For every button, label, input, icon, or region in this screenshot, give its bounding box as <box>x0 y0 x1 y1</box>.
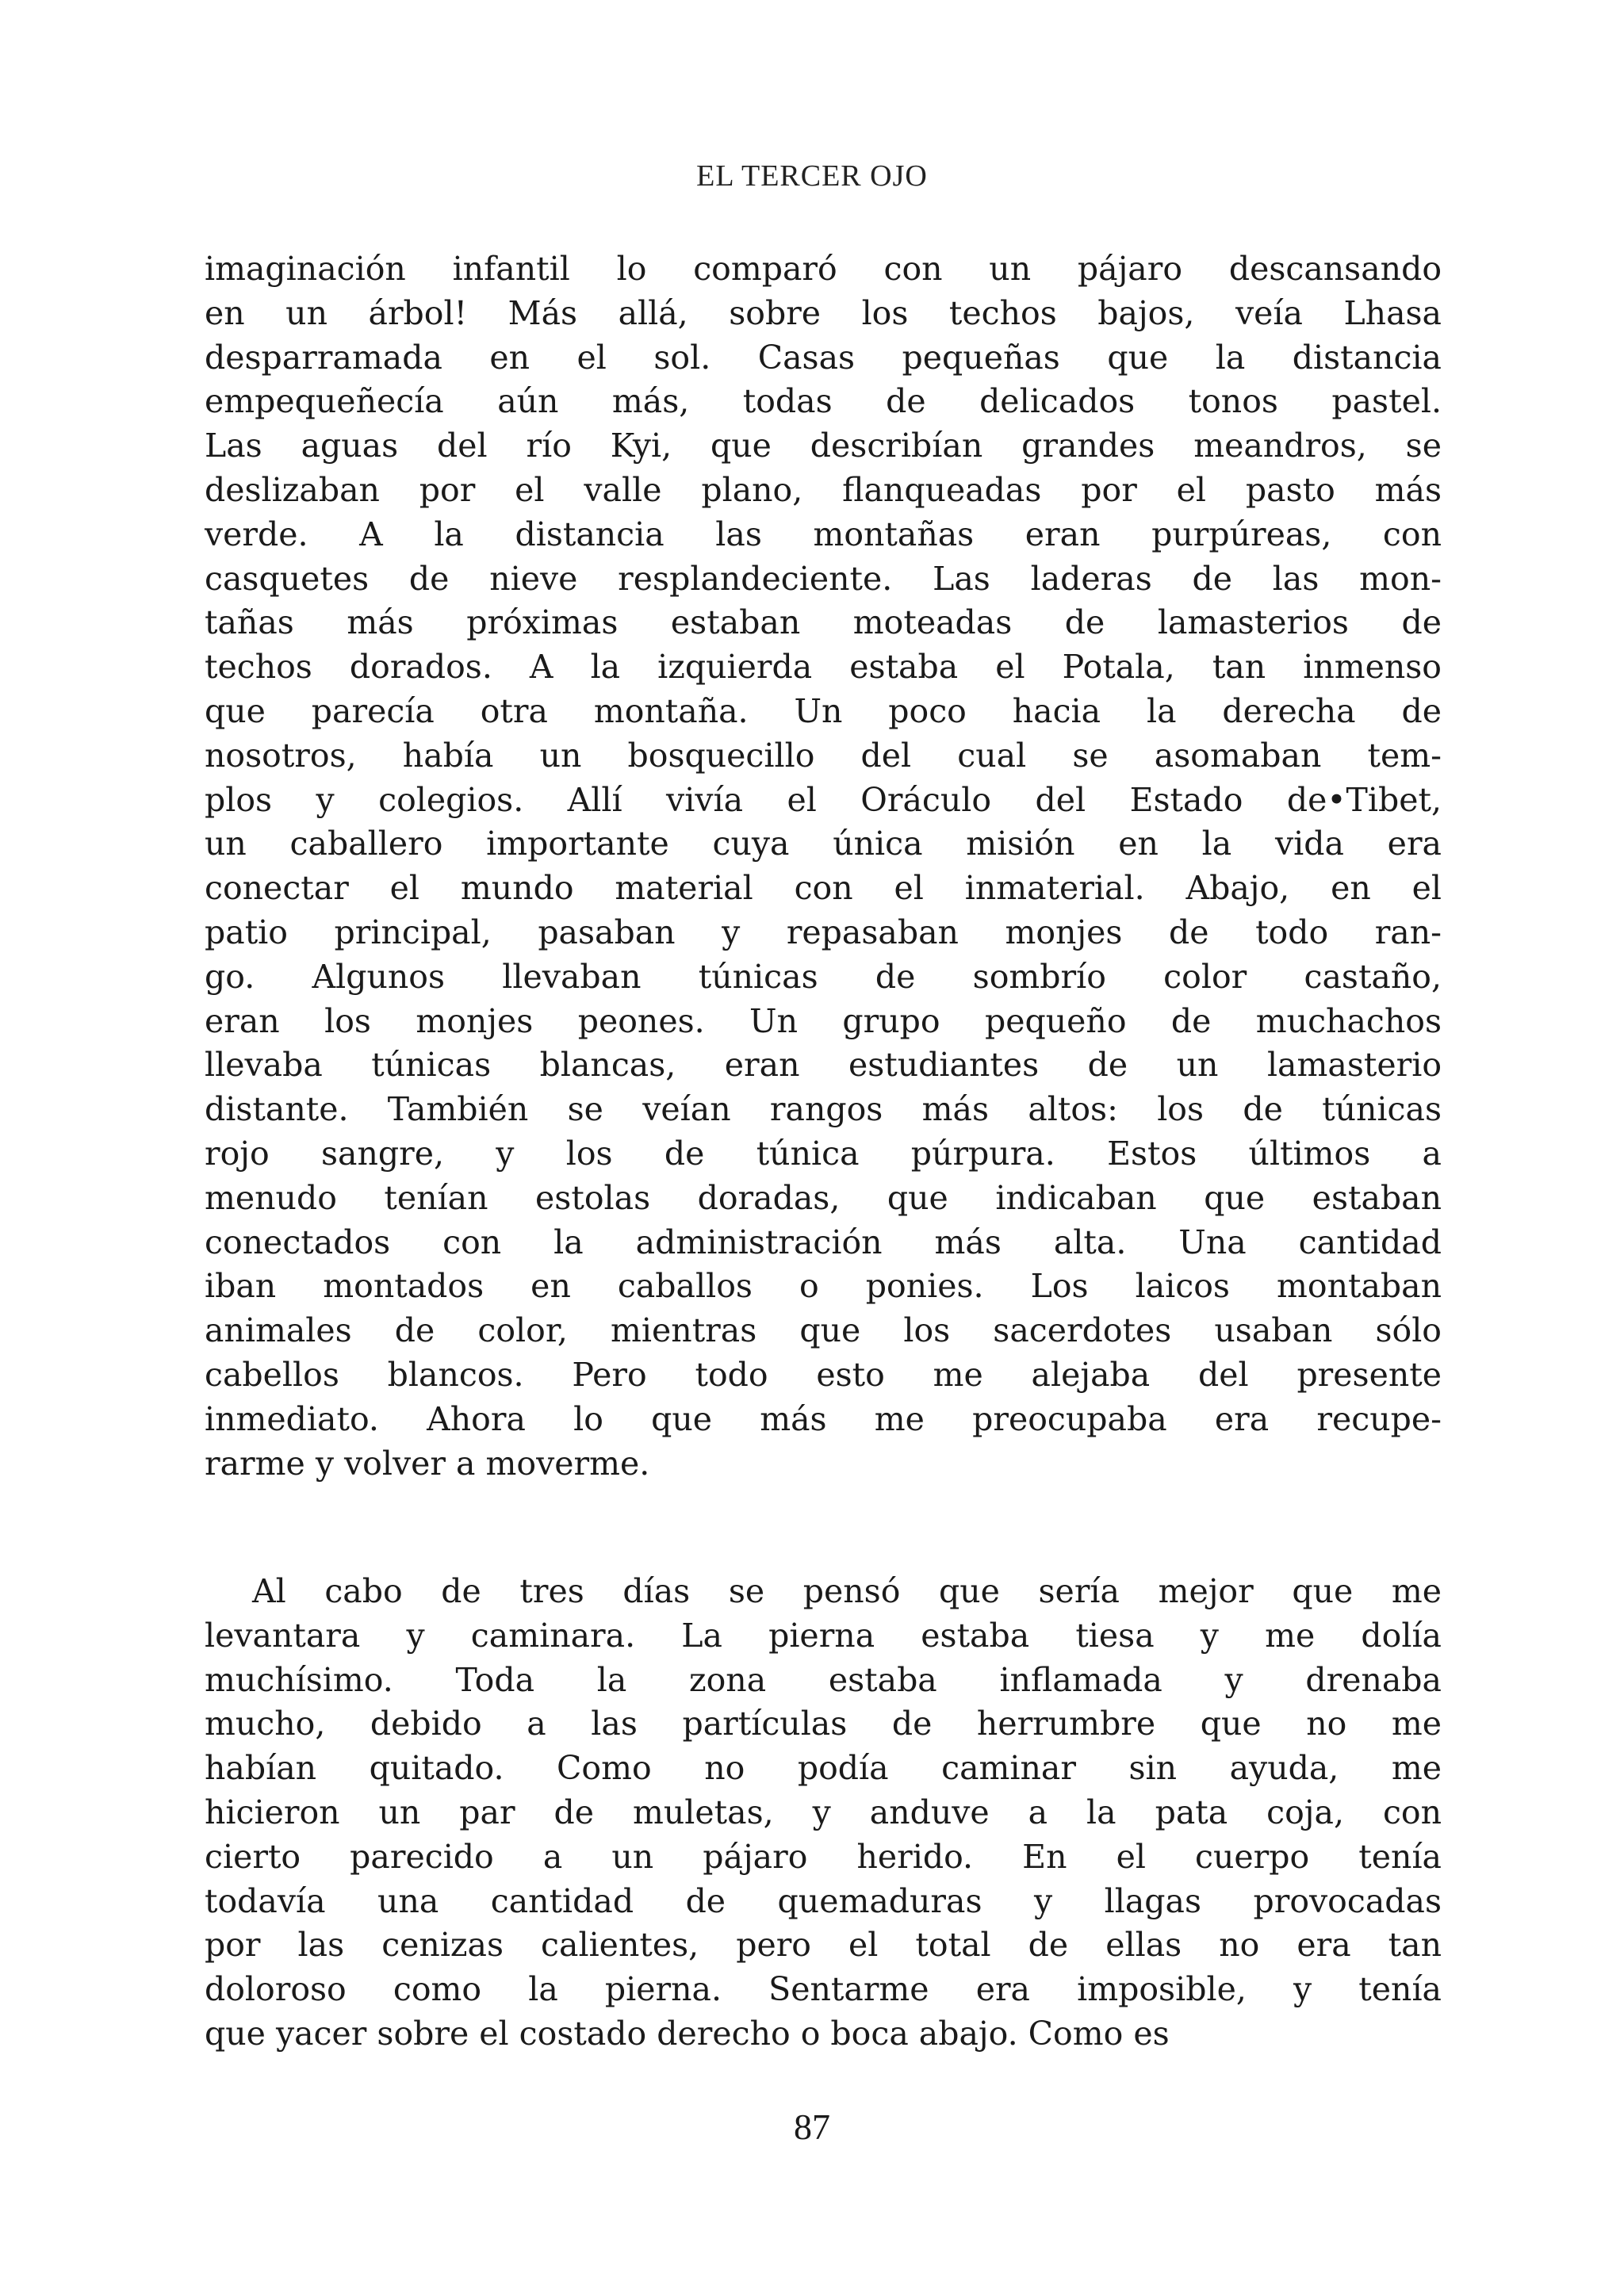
text-line: conectados con la administración más alta. Una cantidad <box>205 1223 1442 1261</box>
text-line: un caballero importante cuya única misión en la vida era <box>205 825 1442 863</box>
text-line: que yacer sobre el costado derecho o boca abajo. Como es <box>205 2014 1170 2053</box>
text-line: eran los monjes peones. Un grupo pequeño de muchachos <box>205 1001 1442 1040</box>
text-line: techos dorados. A la izquierda estaba el Potala, tan inmenso <box>205 648 1442 687</box>
text-line: cierto parecido a un pájaro herido. En el cuerpo tenía <box>205 1837 1442 1876</box>
text-line: desparramada en el sol. Casas pequeñas que la distancia <box>205 338 1442 377</box>
text-line: Al cabo de tres días se pensó que sería mejor que me <box>252 1572 1442 1610</box>
text-line: llevaba túnicas blancas, eran estudiantes de un lamasterio <box>205 1046 1442 1085</box>
page-number: 87 <box>794 2107 830 2147</box>
text-line: cabellos blancos. Pero todo esto me alejaba del presente <box>205 1355 1442 1394</box>
paragraph-1 <box>205 247 1442 1486</box>
text-line: rarme y volver a moverme. <box>205 1444 650 1483</box>
text-line: menudo tenían estolas doradas, que indicaban que estaban <box>205 1178 1442 1217</box>
text-line: rojo sangre, y los de túnica púrpura. Estos últimos a <box>205 1134 1442 1173</box>
text-line: verde. A la distancia las montañas eran purpúreas, con <box>205 515 1442 553</box>
text-line: distante. También se veían rangos más altos: los de túnicas <box>205 1090 1442 1129</box>
text-line: en un árbol! Más allá, sobre los techos bajos, veía Lhasa <box>205 293 1442 332</box>
text-line: levantara y caminara. La pierna estaba tiesa y me dolía <box>205 1616 1442 1655</box>
text-line: conectar el mundo material con el inmaterial. Abajo, en el <box>205 869 1442 908</box>
paragraph-2 <box>205 1570 1442 2057</box>
text-line: que parecía otra montaña. Un poco hacia la derecha de <box>205 691 1442 730</box>
text-line: iban montados en caballos o ponies. Los laicos montaban <box>205 1267 1442 1306</box>
text-line: habían quitado. Como no podía caminar sin ayuda, me <box>205 1749 1442 1788</box>
text-line: doloroso como la pierna. Sentarme era imposible, y tenía <box>205 1970 1442 2009</box>
text-line: nosotros, había un bosquecillo del cual se asomaban tem- <box>205 736 1442 775</box>
text-line: patio principal, pasaban y repasaban monjes de todo ran- <box>205 913 1442 951</box>
text-line: muchísimo. Toda la zona estaba inflamada y drenaba <box>205 1660 1442 1699</box>
text-line: casquetes de nieve resplandeciente. Las laderas de las mon- <box>205 559 1442 598</box>
text-line: imaginación infantil lo comparó con un pájaro descansando <box>205 250 1442 288</box>
text-line: tañas más próximas estaban moteadas de lamasterios de <box>205 603 1442 642</box>
text-line: hicieron un par de muletas, y anduve a la pata coja, con <box>205 1793 1442 1831</box>
text-line: por las cenizas calientes, pero el total de ellas no era tan <box>205 1926 1442 1965</box>
running-header: EL TERCER OJO <box>696 159 928 193</box>
text-line: animales de color, mientras que los sacerdotes usaban sólo <box>205 1311 1442 1350</box>
text-line: todavía una cantidad de quemaduras y llagas provocadas <box>205 1881 1442 1920</box>
text-line: inmediato. Ahora lo que más me preocupaba era recupe- <box>205 1399 1442 1438</box>
text-line: empequeñecía aún más, todas de delicados tonos pastel. <box>205 382 1442 421</box>
text-line: mucho, debido a las partículas de herrumbre que no me <box>205 1705 1442 1743</box>
text-line: plos y colegios. Allí vivía el Oráculo del Estado de•Tibet, <box>205 780 1442 819</box>
text-line: go. Algunos llevaban túnicas de sombrío color castaño, <box>205 957 1442 996</box>
text-line: Las aguas del río Kyi, que describían grandes meandros, se <box>205 427 1442 465</box>
text-line: deslizaban por el valle plano, flanqueadas por el pasto más <box>205 470 1442 509</box>
